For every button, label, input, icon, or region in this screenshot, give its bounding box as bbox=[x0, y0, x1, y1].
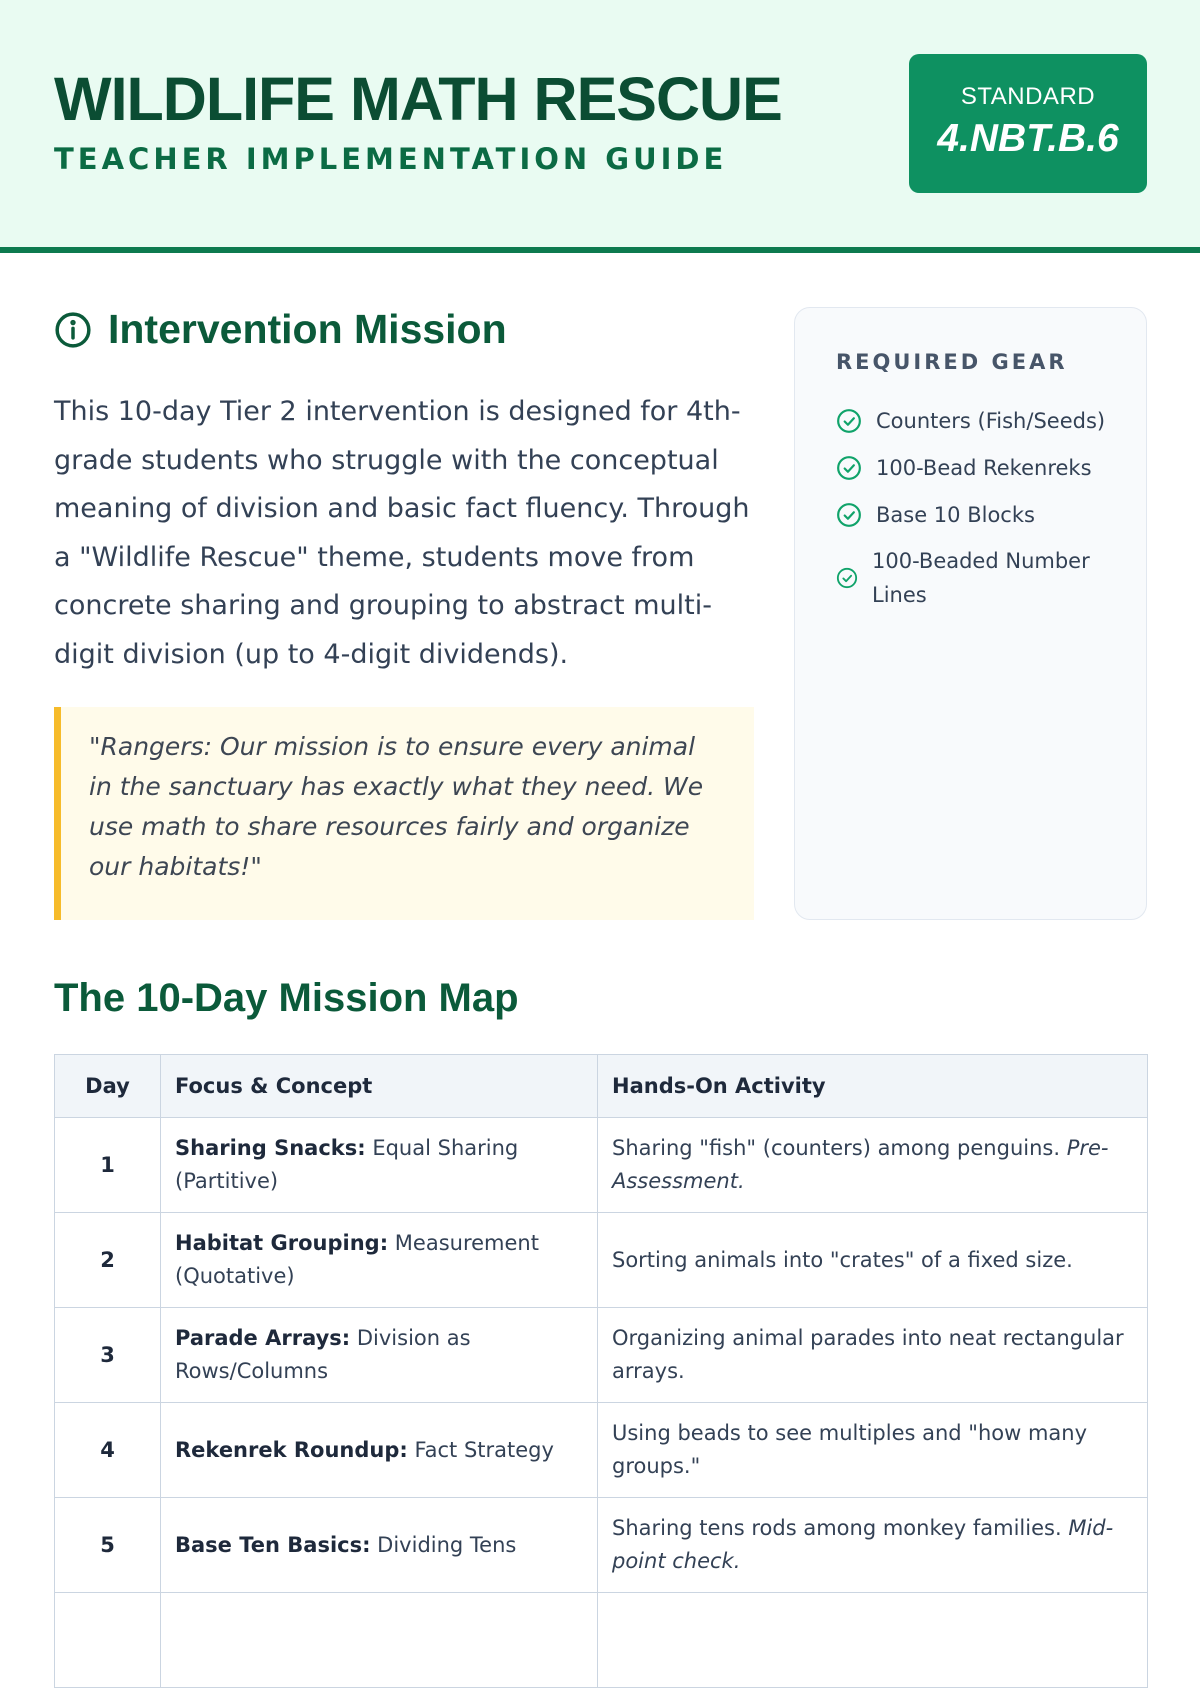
table-row bbox=[55, 1213, 1148, 1308]
day-cell: 4 bbox=[55, 1403, 161, 1498]
activity-cell bbox=[598, 1498, 1148, 1593]
focus-cell bbox=[161, 1498, 598, 1593]
day-cell: 2 bbox=[55, 1213, 161, 1308]
focus-concept: Division as Rows/Columns bbox=[175, 1326, 471, 1383]
focus-concept: Fact Strategy bbox=[407, 1437, 554, 1462]
mission-map-heading: The 10-Day Mission Map bbox=[54, 976, 519, 1020]
column-header-activity: Hands-On Activity bbox=[598, 1055, 1148, 1118]
day-cell: 5 bbox=[55, 1498, 161, 1593]
mission-quote bbox=[54, 707, 754, 920]
info-icon bbox=[54, 311, 92, 349]
mission-heading bbox=[54, 306, 507, 353]
focus-cell bbox=[161, 1593, 598, 1688]
activity-text: Sorting animals into "crates" of a fixed size. bbox=[612, 1247, 1073, 1272]
gear-item bbox=[836, 544, 1106, 612]
focus-title: Sharing Snacks: bbox=[175, 1136, 366, 1160]
check-circle-icon bbox=[836, 567, 858, 589]
column-header-day: Day bbox=[55, 1055, 161, 1118]
mission-map-table bbox=[54, 1054, 1148, 1688]
standard-label: STANDARD bbox=[960, 83, 1096, 110]
gear-item bbox=[836, 498, 1035, 532]
activity-text: Sharing "fish" (counters) among penguins. bbox=[612, 1136, 1067, 1160]
focus-concept: Equal Sharing (Partitive) bbox=[175, 1136, 519, 1193]
gear-title: REQUIRED GEAR bbox=[836, 350, 1068, 374]
focus-cell bbox=[161, 1213, 598, 1308]
check-circle-icon bbox=[836, 455, 862, 481]
focus-cell bbox=[161, 1118, 598, 1213]
check-circle-icon bbox=[836, 502, 862, 528]
focus-title: Rekenrek Roundup: bbox=[175, 1437, 408, 1462]
gear-item-label: Counters (Fish/Seeds) bbox=[876, 409, 1106, 433]
table-header-row bbox=[55, 1055, 1148, 1118]
required-gear-panel bbox=[794, 307, 1147, 920]
gear-item-label: Base 10 Blocks bbox=[876, 503, 1035, 527]
focus-cell bbox=[161, 1403, 598, 1498]
mission-heading-text: Intervention Mission bbox=[108, 306, 507, 352]
check-circle-icon bbox=[836, 408, 862, 434]
table-row bbox=[55, 1593, 1148, 1688]
activity-text: Organizing animal parades into neat rectangular arrays. bbox=[612, 1326, 1124, 1383]
table-row bbox=[55, 1308, 1148, 1403]
day-cell: 3 bbox=[55, 1308, 161, 1403]
gear-item-label: 100-Beaded Number Lines bbox=[872, 549, 1090, 607]
gear-item bbox=[836, 404, 1105, 438]
standard-code: 4.NBT.B.6 bbox=[937, 117, 1119, 160]
focus-cell bbox=[161, 1308, 598, 1403]
mission-description: This 10-day Tier 2 intervention is designed for 4th-grade students who struggle with the conceptual meaning of division and basic fact fluency. Through a "Wildlife Rescue" theme, students move from concrete sharing and grouping to abstract multi-digit division (up to 4-digit dividends). bbox=[54, 396, 750, 670]
activity-cell bbox=[598, 1403, 1148, 1498]
quote-text: "Rangers: Our mission is to ensure every animal in the sanctuary has exactly what they need. We use math to share resources fairly and organize our habitats!" bbox=[89, 732, 704, 881]
gear-item bbox=[836, 451, 1092, 485]
focus-concept: Measurement (Quotative) bbox=[175, 1231, 539, 1288]
standard-badge bbox=[909, 54, 1147, 193]
column-header-focus: Focus & Concept bbox=[161, 1055, 598, 1118]
gear-item-label: 100-Bead Rekenreks bbox=[876, 456, 1092, 480]
page-subtitle: TEACHER IMPLEMENTATION GUIDE bbox=[54, 142, 728, 176]
focus-title: Habitat Grouping: bbox=[175, 1231, 389, 1255]
focus-title: Parade Arrays: bbox=[175, 1326, 351, 1350]
activity-text: Using beads to see multiples and "how many groups." bbox=[612, 1421, 1088, 1478]
table-row bbox=[55, 1498, 1148, 1593]
activity-note: Pre-Assessment. bbox=[612, 1136, 1109, 1193]
focus-title: Base Ten Basics: bbox=[175, 1532, 371, 1557]
activity-cell bbox=[598, 1213, 1148, 1308]
focus-concept: Dividing Tens bbox=[370, 1532, 517, 1557]
day-cell: 1 bbox=[55, 1118, 161, 1213]
table-row bbox=[55, 1403, 1148, 1498]
activity-note: Mid-point check. bbox=[612, 1516, 1114, 1573]
activity-text: Sharing tens rods among monkey families. bbox=[612, 1516, 1069, 1540]
table-row bbox=[55, 1118, 1148, 1213]
activity-cell bbox=[598, 1118, 1148, 1213]
activity-cell bbox=[598, 1308, 1148, 1403]
day-cell bbox=[55, 1593, 161, 1688]
activity-cell bbox=[598, 1593, 1148, 1688]
page-title: WILDLIFE MATH RESCUE bbox=[54, 65, 782, 133]
header bbox=[0, 0, 1200, 253]
